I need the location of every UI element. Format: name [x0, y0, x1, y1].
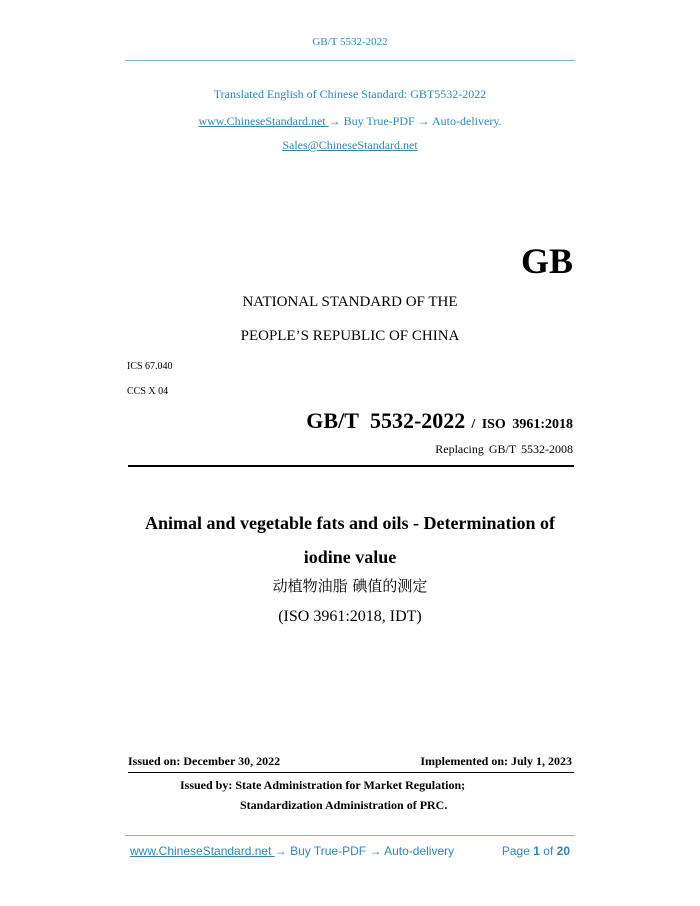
of-label: of — [543, 844, 554, 858]
page-indicator — [502, 844, 570, 858]
arrow-right-icon: → — [328, 114, 341, 128]
title-divider — [128, 465, 574, 467]
footer-divider — [125, 835, 575, 836]
ics-code: ICS 67.040 — [127, 361, 173, 372]
arrow-right-icon: → — [417, 114, 430, 128]
national-standard-line-2: PEOPLE’S REPUBLIC OF CHINA — [240, 328, 460, 344]
footer-buy-text: Buy True-PDF — [286, 844, 370, 858]
page-current: 1 — [533, 844, 540, 858]
document-title: Animal and vegetable fats and oils - Determination of iodine value — [145, 513, 555, 567]
iso-equivalence: (ISO 3961:2018, IDT) — [278, 608, 422, 625]
translated-line: Translated English of Chinese Standard: GBT5532-2022 — [213, 87, 487, 101]
issuer-line-2: Standardization Administration of PRC. — [240, 798, 448, 812]
gb-standard-number: GB/T 5532-2022 — [306, 408, 466, 433]
footer-promo — [130, 844, 454, 858]
issuer-line-1: Issued by: State Administration for Market Regulation; — [180, 778, 466, 792]
gb-logo: GB — [520, 241, 573, 281]
site-link[interactable]: www.ChineseStandard.net — [198, 114, 329, 128]
chinese-title: 动植物油脂 碘值的测定 — [272, 577, 428, 595]
page-total: 20 — [556, 844, 570, 858]
dates-divider — [128, 772, 574, 773]
header-divider — [125, 60, 575, 61]
standard-number — [306, 408, 573, 434]
email-line — [0, 138, 700, 153]
national-standard-line-1: NATIONAL STANDARD OF THE — [242, 294, 458, 310]
header-doc-id: GB/T 5532-2022 — [312, 36, 388, 48]
iso-standard-number: / ISO 3961:2018 — [471, 417, 573, 432]
footer-auto-text: Auto-delivery — [381, 844, 455, 858]
arrow-right-icon: → — [369, 844, 382, 858]
arrow-right-icon: → — [274, 844, 287, 858]
issued-on-date: Issued on: December 30, 2022 — [128, 754, 281, 768]
buy-true-pdf-text: Buy True-PDF — [340, 114, 418, 128]
ccs-code: CCS X 04 — [127, 386, 169, 397]
page-label: Page — [501, 844, 530, 858]
promo-line — [0, 114, 700, 129]
implemented-on-date: Implemented on: July 1, 2023 — [420, 754, 572, 768]
email-link[interactable]: Sales@ChineseStandard.net — [282, 138, 418, 152]
replacing-line: Replacing GB/T 5532-2008 — [435, 442, 573, 456]
auto-delivery-text: Auto-delivery. — [429, 114, 502, 128]
footer-site-link[interactable]: www.ChineseStandard.net — [130, 844, 275, 858]
